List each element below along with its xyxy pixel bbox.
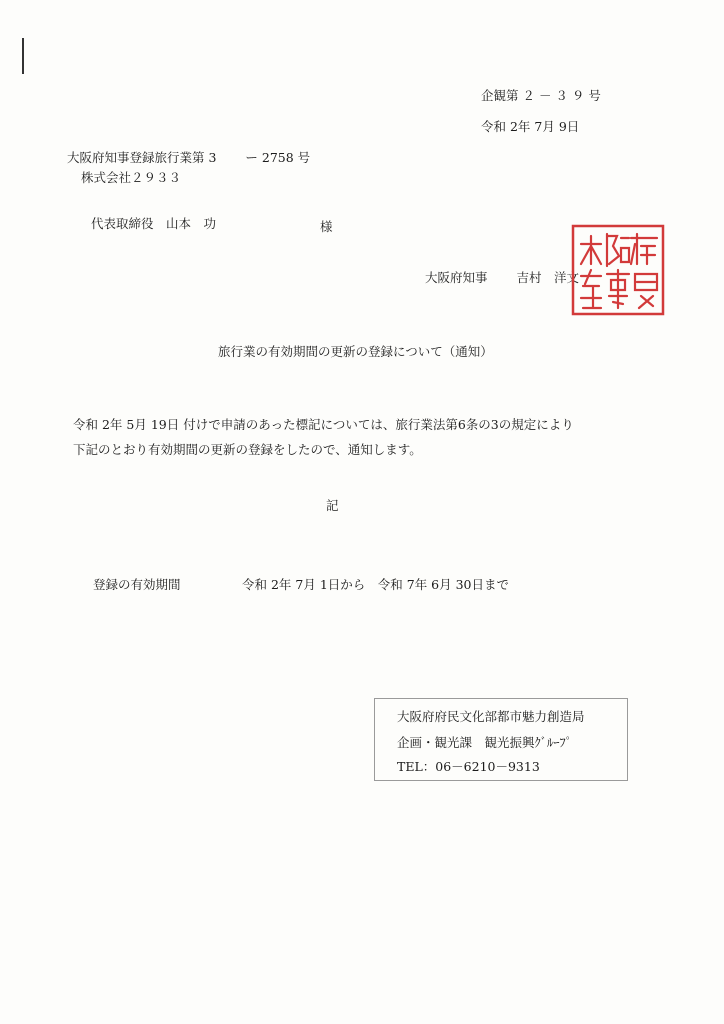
contact-box	[374, 698, 628, 781]
recipient-company: 株式会社２９３３	[81, 170, 182, 185]
subject-title: 旅行業の有効期間の更新の登録について（通知）	[218, 344, 493, 359]
validity-period-value: 令和 2年 7月 1日から 令和 7年 6月 30日まで	[242, 577, 510, 592]
recipient-representative: 代表取締役 山本 功	[91, 216, 217, 231]
body-line-1: 令和 2年 5月 19日 付けで申請のあった標記については、旅行業法第6条の3の規定により	[73, 417, 574, 432]
body-line-2: 下記のとおり有効期間の更新の登録をしたので、通知します。	[73, 442, 422, 457]
document-number: 企観第 ２ － ３ ９ 号	[481, 88, 601, 103]
recipient-registration: 大阪府知事登録旅行業第 3 ー 2758 号	[67, 150, 311, 165]
contact-section: 企画・観光課 観光振興ｸﾞﾙｰﾌﾟ	[397, 735, 573, 750]
margin-mark	[22, 38, 24, 74]
contact-department: 大阪府府民文化部都市魅力創造局	[397, 709, 585, 724]
honorific: 様	[320, 219, 333, 234]
official-seal	[571, 224, 665, 316]
issue-date: 令和 2年 7月 9日	[481, 119, 580, 134]
contact-tel: TEL：06－6210－9313	[397, 759, 540, 774]
ki-heading: 記	[326, 498, 339, 513]
issuer-name: 大阪府知事 吉村 洋文	[425, 270, 579, 285]
validity-period-label: 登録の有効期間	[93, 577, 181, 592]
